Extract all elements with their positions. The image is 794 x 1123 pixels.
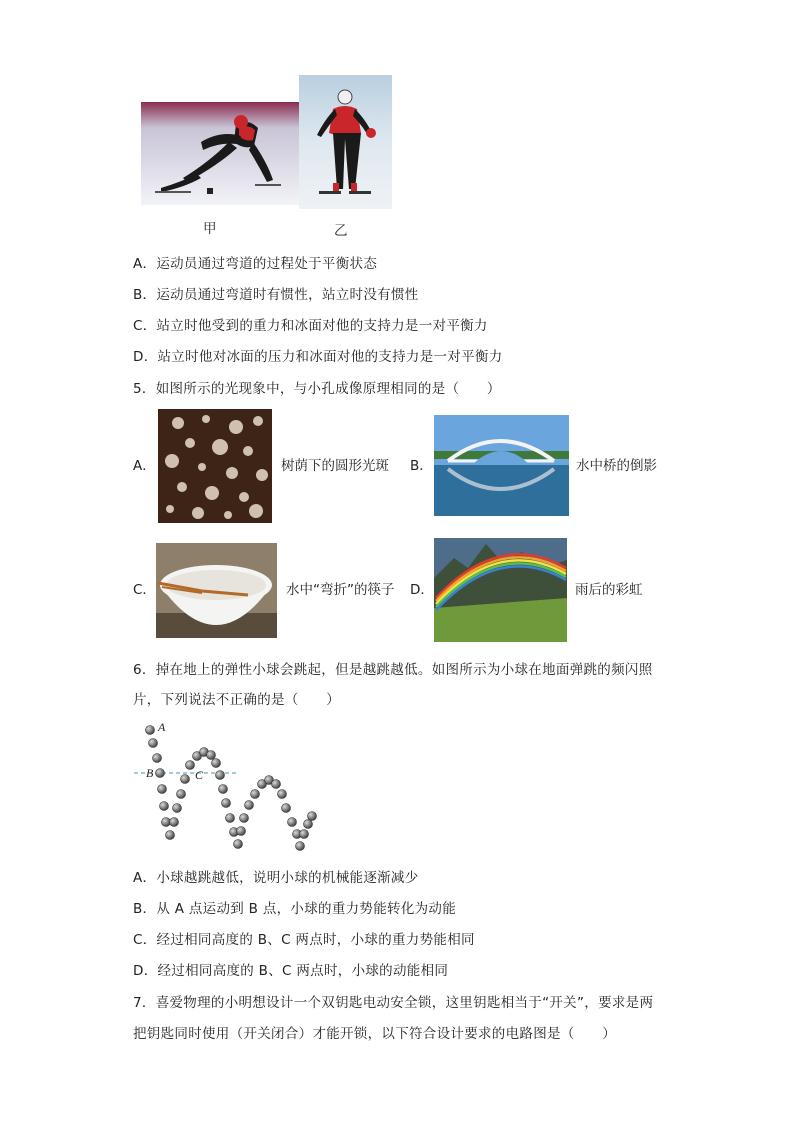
bent-chopsticks-bowl-image [156,543,277,638]
q5-caption-c: 水中“弯折”的筷子 [286,582,395,598]
q6-stem-line2: 片，下列说法不正确的是（ ） [133,692,340,708]
rainbow-image [434,538,567,642]
q7-stem-line1: 7．喜爱物理的小明想设计一个双钥匙电动安全锁，这里钥匙相当于“开关”，要求是两 [133,995,654,1011]
q5-label-d: D． [410,582,434,598]
caption-jia: 甲 [203,221,217,237]
q5-label-c: C． [133,582,156,598]
bouncing-ball-strobe-figure [130,718,320,860]
caption-yi: 乙 [334,223,348,239]
q7-stem-line2: 把钥匙同时使用（开关闭合）才能开锁，以下符合设计要求的电路图是（ ） [133,1026,616,1042]
q5-caption-a: 树荫下的圆形光斑 [281,458,389,474]
point-label-c: C [195,768,204,782]
point-label-b: B [146,766,154,780]
q5-label-b: B． [410,458,433,474]
q4-option-c: C．站立时他受到的重力和冰面对他的支持力是一对平衡力 [133,318,488,334]
skater-photo-standing [299,75,392,209]
point-label-a: A [158,720,166,734]
q6-option-b: B．从 A 点运动到 B 点，小球的重力势能转化为动能 [133,901,457,917]
q5-caption-b: 水中桥的倒影 [576,458,657,474]
q6-option-d: D．经过相同高度的 B、C 两点时，小球的动能相同 [133,963,449,979]
q5-caption-d: 雨后的彩虹 [575,582,643,598]
q4-option-d: D．站立时他对冰面的压力和冰面对他的支持力是一对平衡力 [133,349,503,365]
q6-stem-line1: 6．掉在地上的弹性小球会跳起，但是越跳越低。如图所示为小球在地面弹跳的频闪照 [133,662,653,678]
q4-option-a: A．运动员通过弯道的过程处于平衡状态 [133,256,378,272]
tree-shade-light-spots-image [158,409,272,523]
q4-option-b: B．运动员通过弯道时有惯性，站立时没有惯性 [133,287,419,303]
bridge-reflection-image [434,415,569,516]
q5-stem: 5．如图所示的光现象中，与小孔成像原理相同的是（ ） [133,381,501,397]
q5-label-a: A． [133,458,156,474]
skater-photo-curve [141,102,299,205]
q6-option-c: C．经过相同高度的 B、C 两点时，小球的重力势能相同 [133,932,475,948]
q6-option-a: A．小球越跳越低，说明小球的机械能逐渐减少 [133,870,419,886]
